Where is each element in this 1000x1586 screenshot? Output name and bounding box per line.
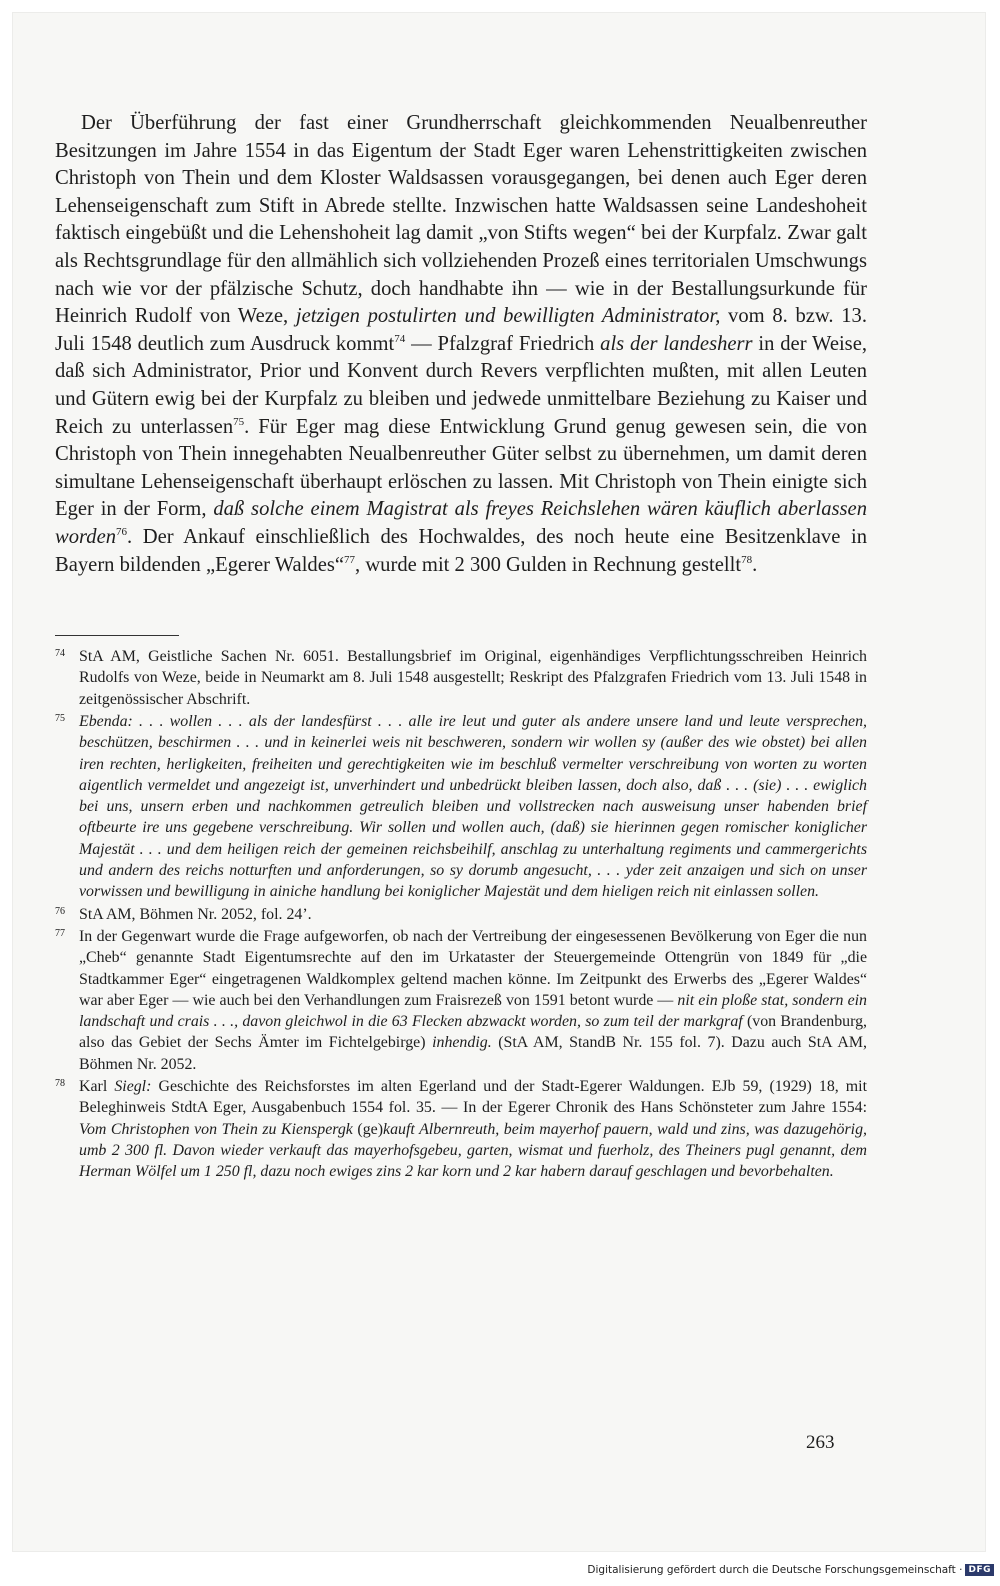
footnote-number: 75 (55, 712, 65, 724)
footnote-ref[interactable]: 76 (116, 526, 128, 539)
footnote-number: 76 (55, 905, 65, 917)
footnote-italic-quote: kauft Albernreuth, beim mayerhof pauern, wald und zins, was dazugehörig, umb 2 300 fl. Davon wieder verkauft das mayerhofsgebeu, garten, wismat und fuerholz, des Theiners pugl genannt, dem Herman Wölfel um 1 250 fl, dazu noch ewiges zins 2 kar korn und 2 kar habern darauf geschlagen und bevorbehalten. (79, 1120, 867, 1181)
footnote-76 (55, 904, 867, 925)
footer-text: Digitalisierung gefördert durch die Deutsche Forschungsgemeinschaft · (587, 1564, 963, 1576)
footnote-segment: (ge) (357, 1120, 384, 1138)
author-name: Siegl: (114, 1078, 152, 1096)
footnote-segment: Geschichte des Reichsforstes im alten Egerland und der Stadt-Egerer Waldungen. EJb 59, (1929) 18, mit Beleghinweis StdtA Eger, Ausgabenbuch 1554 fol. 35. — In der Egerer Chronik des Hans Schönsteter zum Jahre 1554: (79, 1078, 868, 1117)
footnote-77 (55, 926, 867, 1075)
body-text-segment: vom 8. bzw. 13. Juli 1548 deutlich zum Ausdruck kommt (55, 305, 867, 355)
document-page (55, 110, 867, 1184)
body-text-segment: . Für Eger mag diese Entwicklung Grund genug gewesen sein, die von Christoph von Thein innegehabten Neualbenreuther Güter selbst zu übernehmen, um damit deren simultane Lehenseigenschaft überhaupt erlöschen zu lassen. Mit Christoph von Thein einigte sich Eger in der Form, (55, 415, 867, 521)
footnote-segment: (von Brandenburg, also das Gebiet der Sechs Ämter im Fichtelgebirge) (79, 1013, 868, 1052)
footnote-75 (55, 711, 867, 903)
footnote-italic-quote: nit ein ploße stat, sondern ein landschaft und crais . . ., davon gleichwol in die 63 Flecken abzwackt worden, so zum teil der markgraf (79, 991, 867, 1031)
body-text-segment: — Pfalzgraf Friedrich (411, 332, 595, 355)
body-text-segment: , wurde mit 2 300 Gulden in Rechnung gestellt (355, 553, 742, 576)
footnote-ref[interactable]: 74 (394, 332, 406, 345)
footnote-segment: Karl (79, 1078, 108, 1096)
body-text-segment: . Der Ankauf einschließlich des Hochwaldes, des noch heute eine Besitzenklave in Bayern bildenden „Egerer Waldes“ (55, 525, 867, 576)
footnote-italic-quote: inhendig. (432, 1034, 492, 1052)
footnote-text (79, 1076, 867, 1182)
footnote-ref[interactable]: 78 (741, 553, 753, 566)
page-number: 263 (806, 1432, 835, 1453)
footnote-italic-quote: Vom Christophen von Thein zu Kienspergk (79, 1120, 353, 1138)
body-italic-quote: daß solche einem Magistrat als freyes Reichslehen wären käuflich aberlassen worden (55, 498, 867, 548)
footnote-74 (55, 646, 867, 710)
footnote-ref[interactable]: 75 (233, 415, 245, 428)
footnote-text (79, 711, 867, 903)
footnote-segment: In der Gegenwart wurde die Frage aufgeworfen, ob nach der Vertreibung der eingesessenen Bevölkerung von Eger die nun „Cheb“ genannte Stadt Eigentumsrechte auf den im Urkataster der Steuergemeinde Ottengrün von 1849 für „die Stadtkammer Eger“ eingetragenen Waldkomplex geltend machen könne. Im Zeitpunkt des Erwerbs des „Egerer Waldes“ war aber Eger — wie auch bei den Verhandlungen zum Fraisrezeß von 1591 betont wurde — (79, 927, 867, 1009)
footnote-text (79, 926, 867, 1075)
footnote-number: 74 (55, 648, 65, 660)
footnote-78 (55, 1076, 867, 1182)
footnote-segment: StA AM, Geistliche Sachen Nr. 6051. Bestallungsbrief im Original, eigenhändiges Verpflichtungsschreiben Heinrich Rudolfs von Weze, beide in Neumarkt am 8. Juli 1548 ausgestellt; Reskript des Pfalzgrafen Friedrich vom 13. Juli 1548 in zeitgenössischer Abschrift. (79, 648, 867, 708)
body-italic-quote: jetzigen postulirten und bewilligten Administrator, (295, 305, 721, 328)
footnote-divider (55, 635, 179, 636)
footnote-segment: (StA AM, StandB Nr. 155 fol. 7). Dazu auch StA AM, Böhmen Nr. 2052. (79, 1034, 867, 1073)
footnote-text (79, 646, 867, 710)
body-text-segment: Der Überführung der fast einer Grundherrschaft gleichkommenden Neualbenreuther Besitzungen im Jahre 1554 in das Eigentum der Stadt Eger waren Lehenstrittigkeiten zwischen Christoph von Thein und dem Kloster Waldsassen vorausgegangen, bei denen auch Eger deren Lehenseigenschaft zum Stift in Abrede stellte. Inzwischen hatte Waldsassen seine Landeshoheit faktisch eingebüßt und die Lehenshoheit lag damit „von Stifts wegen“ bei der Kurpfalz. Zwar galt als Rechtsgrundlage für den allmählich sich vollziehenden Prozeß eines territorialen Umschwungs nach wie vor der pfälzische Schutz, doch handhabte ihn — wie in der Bestallungsurkunde für Heinrich Rudolf von Weze, (55, 112, 867, 328)
footnotes (55, 646, 867, 1182)
main-paragraph (55, 110, 867, 579)
footnote-ref[interactable]: 77 (344, 553, 356, 566)
body-text-segment: . (752, 553, 758, 576)
footnote-number: 77 (55, 927, 65, 939)
footnote-italic-quote: Ebenda: . . . wollen . . . als der landesfürst . . . alle ire leut und guter als andere unsere land und leute versprechen, beschützen, beschirmen . . . und in keinerlei weis nit beschweren, sondern wir wollen sy (außer des wie obstet) bei allen iren rechten, herligkeiten, freiheiten und gerechtigkeiten wie im beschluß vermelter verschreibung von worten zu worten aigentlich vermeldet und angezeigt ist, unverhindert und unbedrückt bleiben lassen, doch also, daß . . . (sie) . . . ewiglich bei uns, unsern erben und nachkommen getreulich bleiben und vollstrecken nach ausweisung unser habenden brief oftbeurte ire uns gegebene verschreibung. Wir sollen und wollen auch, (daß) sie hierinnen gegen romischer koniglicher Majestät . . . und dem heiligen reich der gemeinen reichsbeihilf, anschlag zu unterhaltung regiments und cammergerichts und andern des reichs notturften und anforderungen, so sy dorumb angesucht, . . . yder zeit anzaigen und sich on unser vorwissen und bewilligung in ainiche handlung bei koniglicher Majestät und dem hieligen reich nit einlassen sollen. (79, 712, 867, 901)
digitization-footer (587, 1564, 994, 1576)
dfg-logo: DFG (965, 1564, 994, 1576)
footnote-segment: StA AM, Böhmen Nr. 2052, fol. 24’. (79, 905, 312, 923)
body-text-segment: in der Weise, daß sich Administrator, Prior und Konvent durch Revers verpflichten mußten, mit allen Leuten und Gütern ewig bei der Kurpfalz zu bleiben und jedwede unmittelbare Beziehung zu Kaiser und Reich zu unterlassen (55, 332, 867, 438)
footnote-number: 78 (55, 1078, 65, 1090)
body-italic-quote: als der landesherr (600, 332, 753, 355)
footnote-text (79, 904, 867, 925)
